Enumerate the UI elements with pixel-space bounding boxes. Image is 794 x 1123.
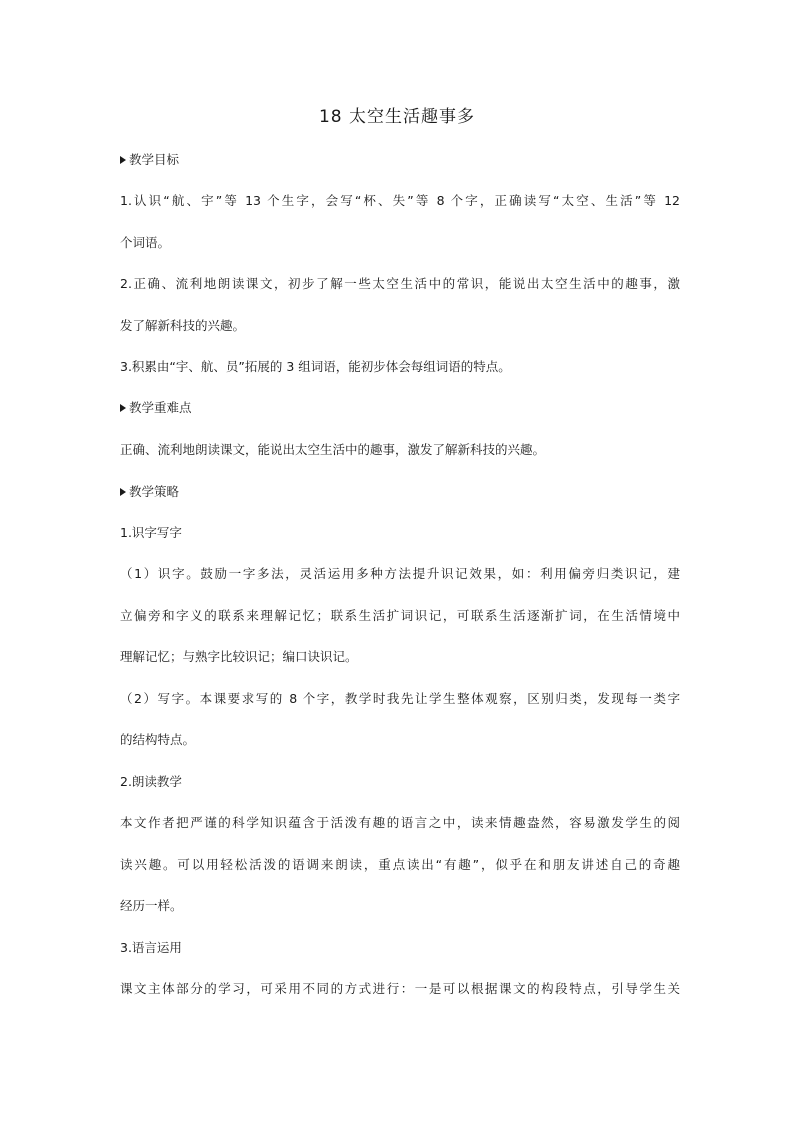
section-heading-goals — [120, 150, 680, 170]
paragraph-line: （2）写字。本课要求写的 8 个字，教学时我先让学生整体观察，区别归类，发现每一类字 — [120, 691, 680, 706]
paragraph-line: 2.正确、流利地朗读课文，初步了解一些太空生活中的常识，能说出太空生活中的趣事，激 — [120, 276, 680, 291]
paragraph-line: 课文主体部分的学习，可采用不同的方式进行：一是可以根据课文的构段特点，引导学生关 — [120, 981, 680, 996]
subheading-line: 3.语言运用 — [120, 940, 182, 955]
paragraph-line: 3.积累由“宇、航、员”拓展的 3 组词语，能初步体会每组词语的特点。 — [120, 359, 511, 374]
paragraph-line: 1.认识“航、宇”等 13 个生字，会写“杯、失”等 8 个字，正确读写“太空、生活”等 12 — [120, 193, 680, 208]
paragraph-line: （1）识字。鼓励一字多法，灵活运用多种方法提升识记效果，如：利用偏旁归类识记，建 — [120, 566, 680, 581]
triangle-bullet-icon — [120, 404, 126, 412]
subheading-line: 2.朗读教学 — [120, 774, 182, 789]
paragraph-line: 正确、流利地朗读课文，能说出太空生活中的趣事，激发了解新科技的兴趣。 — [120, 442, 546, 457]
paragraph-line: 个词语。 — [120, 235, 171, 250]
triangle-bullet-icon — [120, 488, 126, 496]
page-title: 18 太空生活趣事多 — [318, 107, 476, 127]
triangle-bullet-icon — [120, 156, 126, 164]
paragraph-line: 的结构特点。 — [120, 732, 196, 747]
paragraph-line: 理解记忆；与熟字比较识记；编口诀识记。 — [120, 649, 358, 664]
paragraph-line: 读兴趣。可以用轻松活泼的语调来朗读，重点读出“有趣”，似乎在和朋友讲述自己的奇趣 — [120, 857, 680, 872]
paragraph-line: 本文作者把严谨的科学知识蕴含于活泼有趣的语言之中，读来情趣盎然，容易激发学生的阅 — [120, 815, 680, 830]
section-heading-label: 教学重难点 — [129, 400, 192, 415]
section-heading-difficulty — [120, 398, 680, 418]
subheading-line: 1.识字写字 — [120, 525, 182, 540]
section-heading-label: 教学目标 — [129, 152, 180, 167]
section-heading-label: 教学策略 — [129, 484, 180, 499]
section-heading-strategy — [120, 482, 680, 502]
paragraph-line: 立偏旁和字义的联系来理解记忆；联系生活扩词识记，可联系生活逐渐扩词，在生活情境中 — [120, 608, 680, 623]
paragraph-line: 发了解新科技的兴趣。 — [120, 318, 246, 333]
paragraph-line: 经历一样。 — [120, 898, 183, 913]
